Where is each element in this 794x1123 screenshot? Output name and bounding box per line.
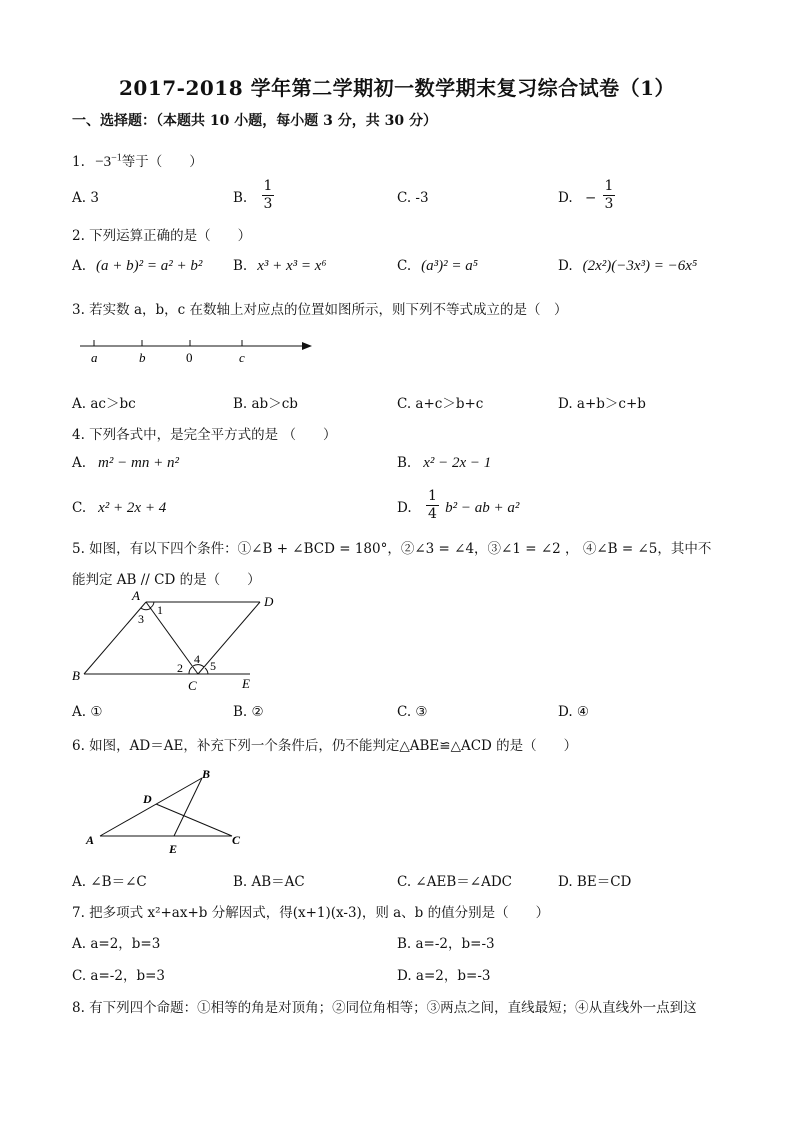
question-2: 2. 下列运算正确的是（ ） (72, 228, 252, 244)
q4-option-b: B. x² − 2x − 1 (397, 455, 492, 471)
fraction: $\frac{1}{4}$ (427, 488, 437, 522)
q6-option-b: B. AB＝AC (233, 874, 305, 890)
q5-option-a: A. ① (72, 704, 103, 720)
angle-arc-1 (150, 602, 154, 608)
q2-option-a: A. (a + b)² = a² + b² (72, 258, 203, 274)
question-6: 6. 如图，AD＝AE，补充下列一个条件后，仍不能判定△ABE≌△ACD 的是（ ） (72, 738, 578, 754)
q1-exponent: −1 (111, 152, 122, 164)
segment-AB (84, 602, 146, 674)
angle-arc-5 (205, 668, 208, 674)
question-8: 8. 有下列四个命题：①相等的角是对顶角；②同位角相等；③两点之间，直线最短；④从直线外一点到这 (72, 1000, 697, 1016)
q6-option-d: D. BE＝CD (558, 874, 632, 890)
point-B: B (72, 668, 80, 683)
triangle-figure (80, 764, 260, 858)
point-D: D (143, 792, 152, 806)
parallelogram-figure (68, 588, 298, 696)
q2-option-b: B. x³ + x³ = x⁶ (233, 258, 327, 274)
point-A: A (86, 833, 95, 847)
section-heading: 一、选择题：（本题共 10 小题，每小题 3 分，共 30 分） (72, 113, 437, 129)
label-b: b (139, 350, 146, 365)
segment-DC (156, 804, 232, 836)
question-number: 1. (72, 154, 85, 170)
question-1 (72, 150, 203, 171)
q5-option-d: D. ④ (558, 704, 590, 720)
angle-arc-2 (189, 667, 192, 674)
angle-label-3: 3 (138, 612, 144, 626)
point-E: E (242, 676, 250, 691)
fraction: $\frac{1}{3}$ (263, 178, 273, 212)
q1-option-d: D. − $\frac{1}{3}$ (558, 178, 614, 212)
q2-option-d: D. (2x²)(−3x³) = −6x⁵ (558, 258, 698, 274)
angle-label-2: 2 (177, 661, 183, 675)
q7-option-a: A. a=2，b=3 (72, 936, 161, 952)
segment-CD (198, 602, 260, 674)
q4-option-c: C. x² + 2x + 4 (72, 500, 167, 516)
label-c: c (239, 350, 245, 365)
angle-arc-3 (141, 608, 151, 610)
question-5-line-2: 能判定 AB // CD 的是（ ） (72, 572, 261, 588)
point-C: C (232, 833, 241, 847)
q1-option-c: C. -3 (397, 190, 429, 206)
label-a: a (91, 350, 98, 365)
q5-option-b: B. ② (233, 704, 264, 720)
segment-AB (100, 778, 202, 836)
q5-option-c: C. ③ (397, 704, 428, 720)
angle-label-5: 5 (210, 659, 216, 673)
question-text: 等于（ ） (121, 154, 203, 170)
question-7: 7. 把多项式 x²+ax+b 分解因式，得(x+1)(x-3)，则 a、b 的值分别是（ ） (72, 905, 550, 921)
fraction: $\frac{1}{3}$ (604, 178, 614, 212)
q6-option-a: A. ∠B＝∠C (72, 874, 147, 890)
q2-option-c: C. (a³)² = a⁵ (397, 258, 478, 274)
question-3: 3. 若实数 a，b，c 在数轴上对应点的位置如图所示，则下列不等式成立的是（ ） (72, 302, 568, 318)
point-D: D (264, 594, 274, 609)
angle-label-1: 1 (157, 603, 163, 617)
question-4: 4. 下列各式中，是完全平方式的是 （ ） (72, 427, 337, 443)
page-title: 2017-2018 学年第二学期初一数学期末复习综合试卷（1） (118, 76, 675, 100)
q3-option-a: A. ac＞bc (72, 396, 136, 412)
angle-label-4: 4 (194, 652, 200, 666)
q4-option-d: D. $\frac{1}{4}$ b² − ab + a² (397, 488, 520, 522)
point-E: E (169, 842, 178, 856)
segment-BE (174, 778, 202, 836)
q1-option-a: A. 3 (72, 190, 99, 206)
point-B: B (202, 767, 211, 781)
point-A: A (132, 588, 140, 603)
segment-AC (146, 602, 198, 674)
q4-option-a: A. m² − mn + n² (72, 455, 179, 471)
q1-base: −3 (95, 154, 112, 170)
q3-option-b: B. ab＞cb (233, 396, 298, 412)
q3-option-d: D. a+b＞c+b (558, 396, 646, 412)
number-line-figure (76, 332, 326, 366)
q3-option-c: C. a+c＞b+c (397, 396, 484, 412)
label-0: 0 (186, 350, 193, 365)
question-5-line-1: 5. 如图，有以下四个条件：①∠B + ∠BCD = 180°，②∠3 = ∠4，③∠1 = ∠2 ， ④∠B = ∠5，其中不 (72, 541, 712, 557)
q1-option-b: B. $\frac{1}{3}$ (233, 178, 273, 212)
q7-option-c: C. a=-2，b=3 (72, 968, 165, 984)
number-line-arrow (302, 342, 312, 350)
q7-option-b: B. a=-2，b=-3 (397, 936, 495, 952)
q7-option-d: D. a=2，b=-3 (397, 968, 491, 984)
point-C: C (188, 678, 197, 693)
q6-option-c: C. ∠AEB＝∠ADC (397, 874, 512, 890)
